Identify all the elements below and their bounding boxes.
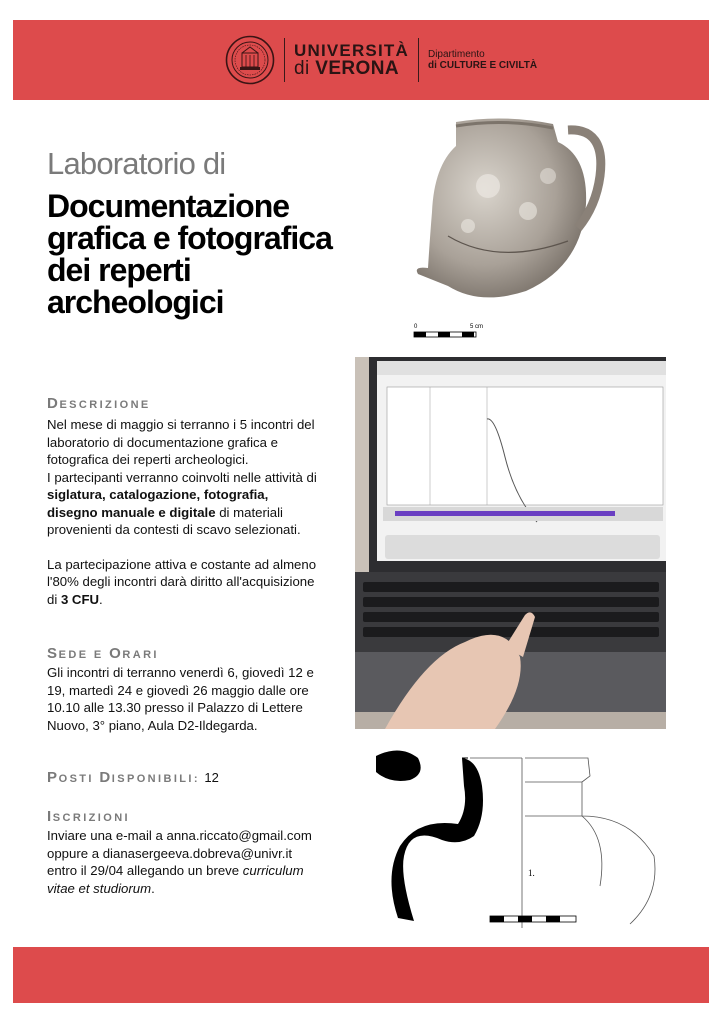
iscrizioni-text: Inviare una e-mail a anna.riccato@gmail.com oppure a dianasergeeva.dobreva@univr.it entro il 29/04 allegando un breve curriculum vitae et studiorum.	[47, 828, 312, 896]
descrizione-paragraph-2: La partecipazione attiva e costante ad almeno l'80% degli incontri darà diritto all'acquisizione di 3 CFU.	[47, 556, 317, 607]
university-name-di: di	[294, 57, 310, 79]
sede-orari-text: Gli incontri di terranno venerdì 6, giovedì 12 e 19, martedì 24 e giovedì 26 maggio dalle ore 10.10 alle 13.30 presso il Palazzo di Lettere Nuovo, 3° piano, Aula D2-Ildegarda.	[47, 665, 314, 733]
university-logo	[225, 30, 537, 90]
department-line2: di CULTURE E CIVILTÀ	[427, 60, 538, 71]
university-name-line1: UNIVERSITÀ	[294, 40, 409, 60]
laptop-photo	[355, 357, 666, 729]
scale-end-label: 5 cm	[470, 324, 484, 330]
title-prefix: Laboratorio di	[47, 146, 226, 181]
section-heading-iscrizioni: ISCRIZIONI	[47, 808, 130, 825]
header-band	[13, 20, 709, 100]
descrizione-text	[47, 416, 319, 608]
posti-disponibili-line	[47, 769, 219, 787]
department-name	[428, 49, 537, 72]
scale-start-label: 0	[414, 324, 418, 330]
department-line1: Dipartimento	[427, 48, 485, 60]
descrizione-paragraph-1: Nel mese di maggio si terranno i 5 incontri del laboratorio di documentazione grafica e fotografica dei reperti archeologici. I partecipanti verranno coinvolti nelle attività di siglatura, catalogazione, fotografia, disegno manuale e digitale di materiali provenienti da contesti di scavo selezionati.	[47, 417, 317, 537]
university-name	[294, 42, 409, 79]
scale-bar	[410, 320, 494, 342]
university-seal-icon	[225, 35, 275, 85]
section-heading-posti: POSTI DISPONIBILI:	[47, 769, 200, 786]
posti-value: 12	[204, 770, 219, 785]
footer-band	[13, 947, 709, 1003]
drawing-label: 1.	[528, 868, 535, 878]
pottery-jug-photo	[408, 116, 608, 306]
university-name-city: VERONA	[315, 57, 399, 79]
page-title: Documentazione grafica e fotografica dei reperti archeologici	[47, 188, 332, 320]
logo-divider	[284, 38, 285, 82]
section-heading-descrizione: DESCRIZIONE	[47, 395, 151, 412]
logo-divider-2	[418, 38, 419, 82]
university-name-line2	[294, 59, 409, 78]
archaeological-drawing	[370, 746, 662, 942]
section-heading-sede-orari: SEDE E ORARI	[47, 645, 159, 662]
